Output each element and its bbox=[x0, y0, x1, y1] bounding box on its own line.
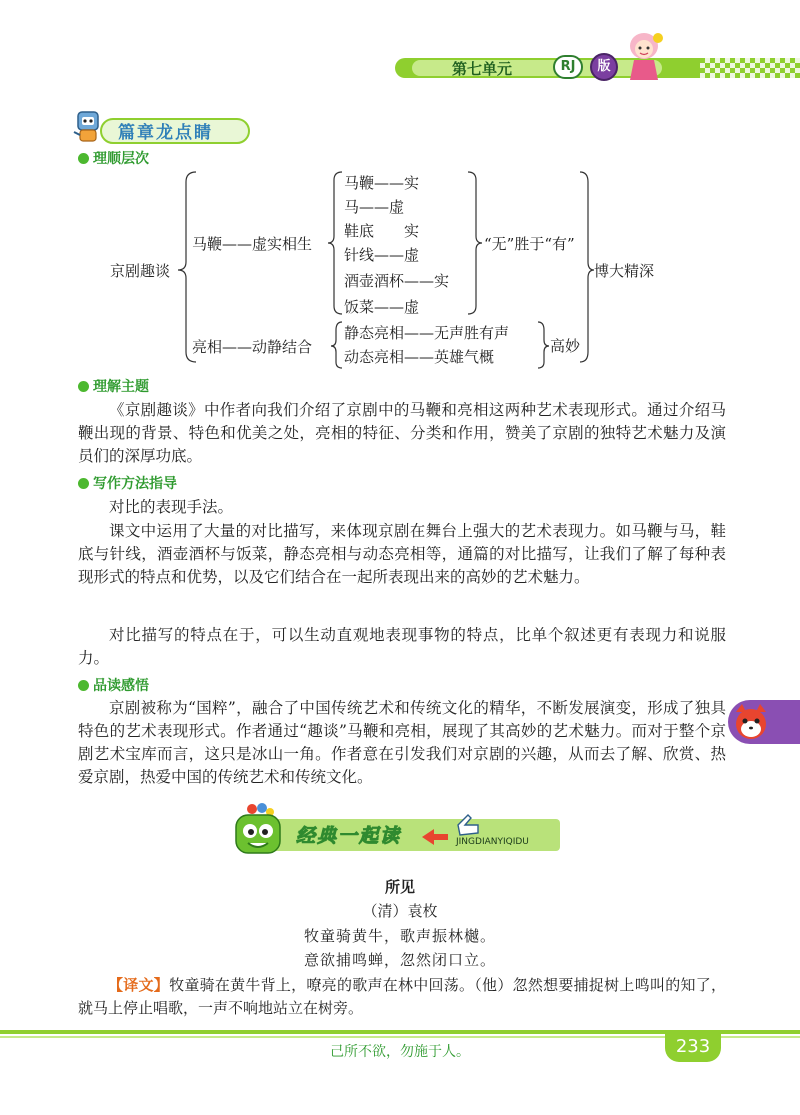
footer-motto: 己所不欲，勿施于人。 bbox=[330, 1044, 470, 1060]
fox-face-icon bbox=[732, 702, 770, 742]
outline-item: 马——虚 bbox=[344, 198, 405, 216]
translation-tag: 【译文】 bbox=[108, 976, 170, 994]
chapter-highlight-title: 篇章龙点睛 bbox=[118, 123, 213, 143]
outline-branch-pose: 亮相——动静结合 bbox=[192, 338, 313, 356]
method-paragraph-2: 课文中运用了大量的对比描写，来体现京剧在舞台上强大的艺术表现力。如马鞭与马，鞋底与针线，酒壶酒杯与饭菜，静态亮相与动态亮相等，通篇的对比描写，让我们了解了每种表现形式的特点和优势，以及它们结合在一起所表现出来的高妙的艺术魅力。 bbox=[78, 522, 726, 586]
translation-text: 牧童骑在黄牛背上，嘹亮的歌声在林中回荡。（他）忽然想要捕捉树上鸣叫的知了，就马上停止唱歌，一声不响地站立在树旁。 bbox=[78, 976, 726, 1017]
section-title-appreciation: 品读感悟 bbox=[78, 675, 149, 695]
green-monster-mascot-icon bbox=[232, 803, 286, 859]
unit-label: 第七单元 bbox=[452, 60, 513, 78]
outline-item: 针线——虚 bbox=[344, 246, 420, 264]
page-number: 233 bbox=[665, 1034, 721, 1062]
method-paragraph-3: 对比描写的特点在于，可以生动直观地表现事物的特点，比单个叙述更有表现力和说服力。 bbox=[78, 626, 726, 667]
outline-item: 饭菜——虚 bbox=[344, 298, 420, 316]
outline-branch-horsewhip: 马鞭——虚实相生 bbox=[192, 235, 313, 253]
appreciation-paragraph: 京剧被称为“国粹”，融合了中国传统艺术和传统文化的精华，不断发展演变，形成了独具特色的艺术表现形式。作者通过“趣谈”马鞭和亮相，展现了其高妙的艺术魅力。而对于整个京剧艺术宝库而言，这只是冰山一角。作者意在引发我们对京剧的兴趣，从而去了解、欣赏、热爱京剧，热爱中国的传统艺术和传统文化。 bbox=[78, 699, 726, 786]
banner-pinyin: JINGDIANYIQIDU bbox=[456, 837, 529, 847]
banner-title: 经典一起读 bbox=[296, 825, 402, 847]
arrow-icon bbox=[420, 825, 454, 849]
poem-title: 所见 bbox=[384, 878, 415, 896]
outline-item: 马鞭——实 bbox=[344, 174, 420, 192]
outline-item: 动态亮相——英雄气概 bbox=[344, 348, 495, 366]
poem-author: （清）袁枚 bbox=[362, 902, 438, 920]
section-title-writing-method: 写作方法指导 bbox=[78, 473, 177, 493]
outline-item: 酒壶酒杯——实 bbox=[344, 272, 450, 290]
section-title-theme: 理解主题 bbox=[78, 376, 149, 396]
edition-badge: 版 bbox=[590, 53, 618, 81]
theme-paragraph: 《京剧趣谈》中作者向我们介绍了京剧中的马鞭和亮相这两种艺术表现形式。通过介绍马鞭出现的背景、特色和优美之处，亮相的特征、分类和作用，赞美了京剧的独特艺术魅力及演员们的深厚功底。 bbox=[78, 401, 726, 465]
outline-item: 鞋底 实 bbox=[344, 222, 420, 240]
poem-line-2: 意欲捕鸣蝉，忽然闭口立。 bbox=[303, 951, 496, 969]
section-title-structure: 理顺层次 bbox=[78, 148, 149, 168]
outline-item: 静态亮相——无声胜有声 bbox=[344, 324, 510, 342]
outline-branch1-summary: “无”胜于“有” bbox=[484, 235, 575, 253]
poem-translation bbox=[78, 974, 726, 1020]
rj-badge: RJ bbox=[553, 55, 583, 79]
classic-reading-banner bbox=[232, 803, 572, 859]
outline-root: 京剧趣谈 bbox=[110, 262, 171, 280]
outline-branch2-summary: 高妙 bbox=[550, 337, 581, 355]
method-paragraph-1: 对比的表现手法。 bbox=[109, 498, 234, 516]
outline-conclusion: 博大精深 bbox=[594, 262, 655, 280]
poem-line-1: 牧童骑黄牛，歌声振林樾。 bbox=[303, 927, 496, 945]
